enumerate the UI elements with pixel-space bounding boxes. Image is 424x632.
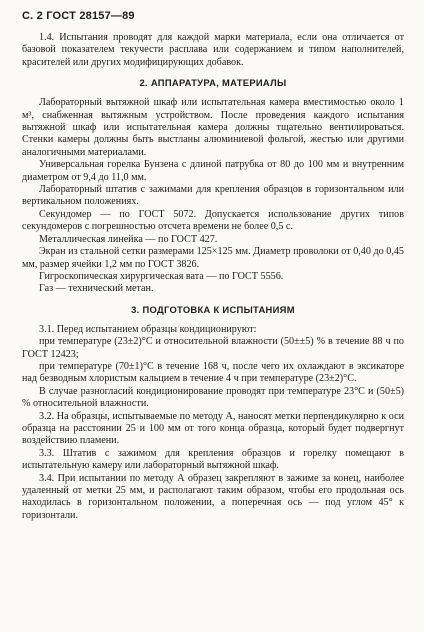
paragraph-ruler: Металлическая линейка — по ГОСТ 427. (39, 233, 218, 245)
paragraph-lab-stand: Лабораторный штатив с зажимами для крепления образцов в горизонтальном или вертикальном положениях. (22, 184, 404, 208)
paragraph-condition-70: при температуре (70±1)°С в течение 168 ч, после чего их охлаждают в эксикаторе над безводным хлористым кальцием в течение 4 ч при температуре (23±2)°С. (22, 360, 404, 385)
page-header: С. 2 ГОСТ 28157—89 (22, 10, 135, 22)
paragraph-3-1: 3.1. Перед испытанием образцы кондиционируют: (39, 323, 257, 335)
paragraph-bunsen-burner: Универсальная горелка Бунзена с длиной патрубка от 80 до 100 мм и внутренним диаметром от 9,4 до 11,0 мм. (22, 159, 404, 183)
paragraph-3-2: 3.2. На образцы, испытываемые по методу А, наносят метки перпендикулярно к оси образца на расстоянии 25 и 100 мм от того конца образца, который будет подвергнут воздействию пламени. (22, 410, 404, 447)
paragraph-3-3: 3.3. Штатив с зажимом для крепления образцов и горелку помещают в испытательную камеру или лабораторный вытяжной шкаф. (22, 447, 404, 472)
section-3-title: 3. ПОДГОТОВКА К ИСПЫТАНИЯМ (131, 303, 295, 315)
paragraph-cotton: Гигроскопическая хирургическая вата — по ГОСТ 5556. (39, 270, 284, 282)
paragraph-stopwatch: Секундомер — по ГОСТ 5072. Допускается использование других типов секундомеров с погрешностью отсчета времени не более 0,5 с. (22, 208, 404, 233)
paragraph-screen: Экран из стальной сетки размерами 125×125 мм. Диаметр проволоки от 0,40 до 0,45 мм, размер ячейки 1,2 мм по ГОСТ 3826. (22, 246, 404, 270)
paragraph-1-4: 1.4. Испытания проводят для каждой марки материала, если она отличается от базовой показателем текучести расплава или содержанием и типом наполнителей, красителей или других модифицирующих добавок. (22, 32, 404, 68)
paragraph-gas: Газ — технический метан. (39, 283, 154, 295)
paragraph-fume-hood: Лабораторный вытяжной шкаф или испытательная камера вместимостью около 1 м³, снабженная вытяжным устройством. После проведения каждого испытания вытяжной шкаф или испытательная камера должны тщательно вентилироваться. Стенки камеры должны быть выстланы алюминиевой фольгой, жестью или другими аналогичными материалами. (22, 97, 404, 158)
paragraph-disputes: В случае разногласий кондиционирование проводят при температуре 23°С и (50±5) % относительной влажности. (22, 385, 404, 410)
paragraph-3-4: 3.4. При испытании по методу А образец закрепляют в зажиме за конец, наиболее удаленный от метки 25 мм, и располагают таким образом, чтобы его продольная ось находилась в горизонтальном положении, а поперечная ось — под углом 45° к горизонтали. (22, 472, 404, 521)
paragraph-condition-23: при температуре (23±2)°С и относительной влажности (50±±5) % в течение 88 ч по ГОСТ 12423; (22, 336, 404, 360)
section-2-title: 2. АППАРАТУРА, МАТЕРИАЛЫ (139, 77, 287, 89)
